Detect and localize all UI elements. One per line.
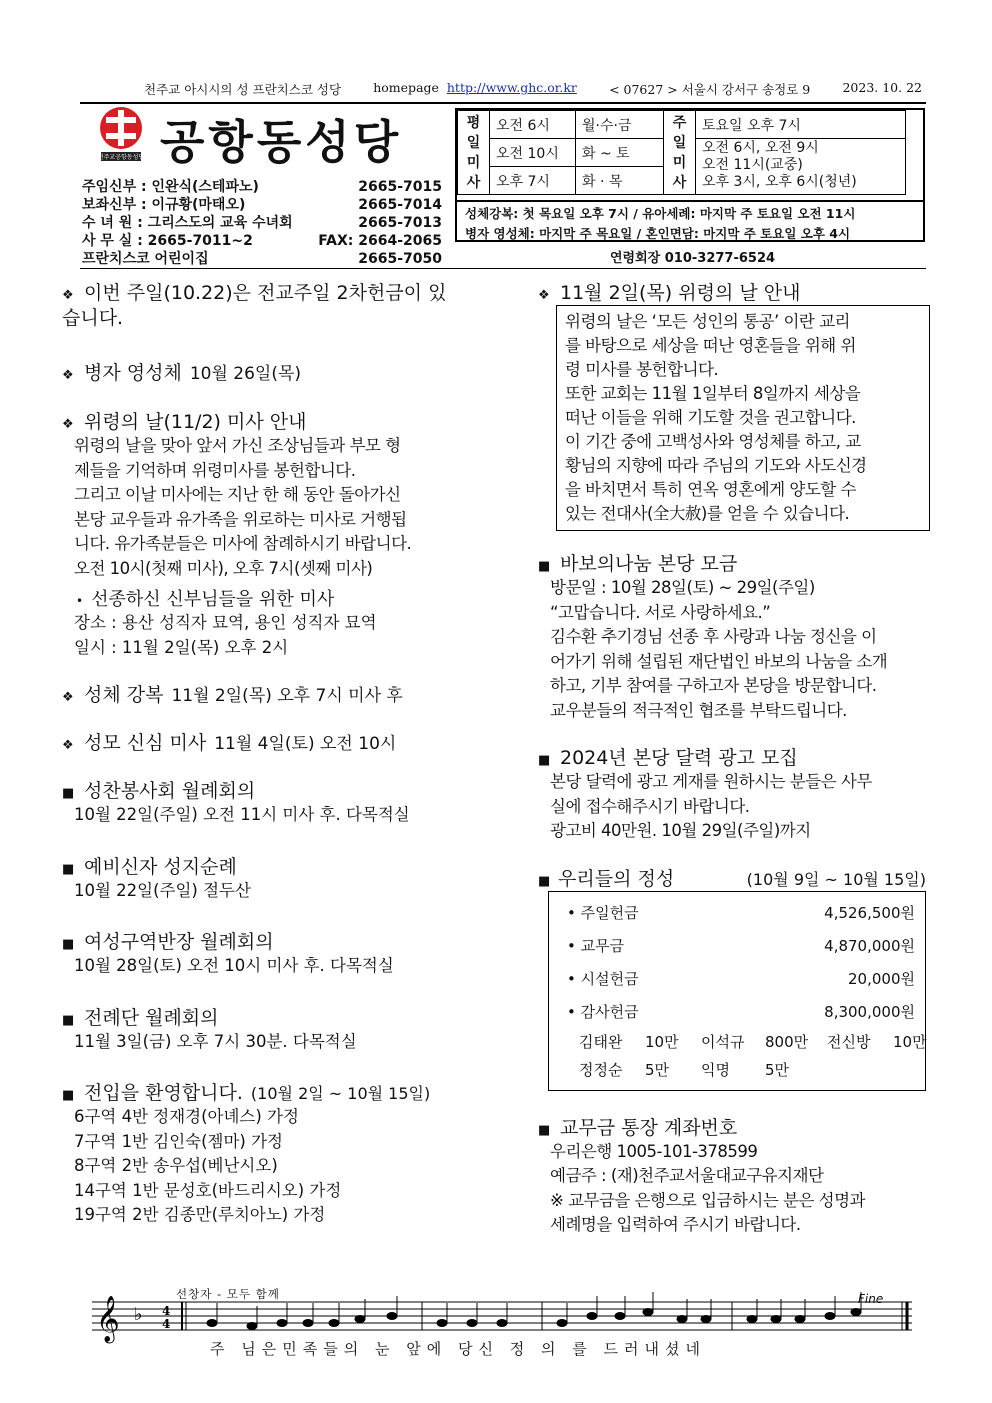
music-note: [303, 1320, 313, 1327]
music-lyrics: 주 님은민족들의 눈 앞에 당신 정 의 를 드러내셨네: [210, 1340, 706, 1358]
section-body: 11월 3일(금) 오후 7시 30분. 다목적실: [74, 1031, 357, 1051]
saturday-mass: 토요일 오후 7시: [696, 111, 906, 139]
music-note: [615, 1313, 625, 1320]
offering-name: 교무금: [580, 936, 625, 955]
staff-phone: 2665-7013: [358, 215, 442, 231]
music-note: [467, 1320, 477, 1327]
staff-label: 수 녀 원 : 그리스도의 교육 수녀회: [82, 215, 293, 231]
org-name: 천주교 아시시의 성 프란치스코 성당: [144, 82, 342, 97]
section-body: [62, 611, 482, 660]
donor-list: [567, 1028, 927, 1084]
body-line: 예금주 : (재)천주교서울대교구유지재단: [550, 1166, 824, 1185]
welcome-line: 8구역 2반 송우섭(베난시오): [74, 1156, 278, 1175]
mass-time: 오후 7시: [490, 167, 576, 195]
offering-table: [548, 891, 926, 1091]
donor-entry: 5만: [645, 1060, 670, 1079]
staff-phone: 2665-7050: [358, 251, 442, 267]
staff-label: 보좌신부 : 이규황(마태오): [82, 197, 246, 213]
music-note: [247, 1323, 257, 1330]
staff-row: [82, 250, 442, 268]
music-note: [277, 1320, 287, 1327]
mass-time: 오전 10시: [490, 139, 576, 167]
section-heading: ❖ 성모 신심 미사 11월 4일(토) 오전 10시: [62, 732, 397, 754]
music-note: [355, 1316, 365, 1323]
offering-amount: 8,300,000원: [824, 1002, 915, 1021]
section-body: [538, 770, 930, 844]
sunday-mass-heading: 주 일 미 사: [664, 111, 696, 195]
welcome-line: 6구역 4반 정재경(아녜스) 가정: [74, 1107, 299, 1126]
contact-line: 연령회장 010-3277-6524: [610, 251, 776, 266]
homepage-label: homepage: [373, 80, 439, 95]
offering-amount: 4,526,500원: [824, 903, 915, 922]
box-line: 있는 전대사(全大赦)를 얻을 수 있습니다.: [565, 504, 850, 523]
section-heading: ■ 여성구역반장 월례회의: [62, 931, 274, 953]
offering-amount: 20,000원: [848, 969, 915, 988]
welcome-line: 19구역 2반 김종만(루치아노) 가정: [74, 1205, 326, 1224]
section-body: [538, 1140, 930, 1238]
box-line: 황님의 지향에 따라 주님의 기도와 사도신경: [565, 456, 867, 475]
masthead-line: [80, 80, 926, 104]
body-line: 광고비 40만원. 10월 29일(주일)까지: [550, 821, 811, 840]
donor-entry: 10만: [893, 1032, 927, 1051]
music-label: 선창자 - 모두 함께: [176, 1287, 280, 1301]
music-note: [557, 1320, 567, 1327]
staff-row: [82, 214, 442, 232]
music-note: [701, 1316, 711, 1323]
staff-row: [82, 196, 442, 214]
body-line: 어가기 위해 설립된 재단법인 바보의 나눔을 소개: [550, 651, 888, 671]
offering-row: • 주일헌금 4,526,500원: [567, 903, 915, 922]
section-heading: ■ 우리들의 정성 (10월 9일 ~ 10월 15일): [538, 867, 926, 890]
svg-text:4: 4: [162, 1304, 171, 1318]
sunday-mass-line: 오후 3시, 오후 6시(청년): [702, 174, 857, 190]
donor-entry: 전신방: [827, 1032, 871, 1051]
section-heading-cont: 습니다.: [62, 307, 124, 329]
mass-time: 오전 6시: [490, 111, 576, 139]
music-note: [587, 1313, 597, 1320]
music-note: [747, 1316, 757, 1323]
box-line: 이 기간 중에 고백성사와 영성체를 하고, 교: [565, 432, 861, 451]
box-line: 를 바탕으로 세상을 떠난 영혼들을 위해 위: [565, 336, 856, 355]
section-heading: ■ 전입을 환영합니다. (10월 2일 ~ 10월 15일): [62, 1082, 431, 1104]
box-line: 을 바치면서 특히 연옥 영혼에게 양도할 수: [565, 480, 856, 499]
section-body: 10월 22일(주일) 오전 11시 미사 후. 다목적실: [74, 805, 410, 824]
music-note: [851, 1309, 861, 1316]
music-note: [437, 1320, 447, 1327]
left-column: [62, 278, 482, 1228]
section-heading: ❖ 병자 영성체 10월 26일(목): [62, 362, 302, 384]
staff-row: [82, 232, 442, 250]
page-title: 공항동성당: [160, 115, 403, 169]
header-divider: [80, 268, 926, 269]
staff-label: 사 무 실 : 2665-7011~2: [82, 233, 253, 249]
staff-phone: 2665-7015: [358, 179, 442, 195]
offering-amount: 4,870,000원: [824, 936, 915, 955]
offering-name: 감사헌금: [580, 1002, 639, 1021]
body-line: “고맙습니다. 서로 사랑하세요.”: [550, 602, 771, 622]
section-heading: ❖ 성체 강복 11월 2일(목) 오후 7시 미사 후: [62, 684, 403, 706]
homepage-link[interactable]: http://www.ghc.or.kr: [446, 80, 577, 95]
offering-name: 주일헌금: [580, 903, 639, 922]
welcome-line: 14구역 1반 문성호(바드리시오) 가정: [74, 1180, 342, 1200]
body-line: 세례명을 입력하여 주시기 바랍니다.: [550, 1215, 801, 1234]
music-note: [825, 1313, 835, 1320]
donor-entry: 5만: [765, 1060, 790, 1079]
mass-days: 월·수·금: [576, 111, 664, 139]
body-line: ※ 교무금을 은행으로 입금하시는 분은 성명과: [550, 1190, 865, 1210]
body-line: 니다. 유가족분들은 미사에 참례하시기 바랍니다.: [74, 534, 412, 553]
donor-entry: 10만: [645, 1032, 679, 1051]
body-line: 일시 : 11월 2일(목) 오후 2시: [74, 637, 289, 657]
box-line: 떠난 이들을 위해 기도할 것을 권고합니다.: [565, 408, 856, 427]
offering-row: • 시설헌금 20,000원: [567, 969, 915, 988]
donor-entry: 익명: [701, 1060, 730, 1079]
section-body: [538, 576, 930, 723]
issue-date: 2023. 10. 22: [842, 80, 922, 95]
section-body: [62, 434, 482, 581]
section-heading: ❖ 11월 2일(목) 위령의 날 안내: [538, 282, 801, 304]
body-line: 우리은행 1005-101-378599: [550, 1141, 758, 1161]
donor-entry: 800만: [765, 1032, 809, 1051]
donor-entry: 이석규: [701, 1032, 745, 1051]
welcome-line: 7구역 1반 김인숙(젬마) 가정: [74, 1131, 283, 1151]
body-line: 김수환 추기경님 선종 후 사랑과 나눔 정신을 이: [550, 627, 877, 646]
music-note: [387, 1313, 397, 1320]
logo-caption: 천주교공항동성당: [98, 154, 144, 161]
mass-days: 화 · 목: [576, 167, 664, 195]
mass-schedule: [455, 108, 925, 242]
music-note: [207, 1320, 217, 1327]
weekday-mass-heading: 평 일 미 사: [458, 111, 490, 195]
staff-row: [82, 178, 442, 196]
section-heading: ■ 성찬봉사회 월례회의: [62, 780, 256, 802]
section-body: 10월 22일(주일) 절두산: [74, 880, 251, 900]
sunday-mass-line: 오전 11시(교중): [702, 157, 803, 173]
section-heading: ■ 예비신자 성지순례: [62, 855, 237, 878]
body-line: 본당 달력에 광고 게재를 원하시는 분들은 사무: [550, 772, 872, 791]
staff-phone: FAX: 2664-2065: [318, 233, 442, 249]
body-line: 방문일 : 10월 28일(토) ~ 29일(주일): [550, 578, 815, 597]
music-note: [771, 1316, 781, 1323]
music-note: [643, 1309, 653, 1316]
staff-phone: 2665-7014: [358, 197, 442, 213]
section-heading: ■ 2024년 본당 달력 광고 모집: [538, 747, 798, 769]
body-line: 실에 접수해주시기 바랍니다.: [550, 796, 750, 816]
staff-label: 주임신부 : 인완식(스테파노): [82, 179, 259, 195]
section-body: 10월 28일(토) 오전 10시 미사 후. 다목적실: [74, 956, 394, 975]
section-heading: ■ 교무금 통장 계좌번호: [538, 1116, 738, 1139]
info-box: [556, 305, 930, 531]
offering-name: 시설헌금: [580, 969, 639, 988]
box-line: 위령의 날은 ‘모든 성인의 통공’ 이란 교리: [565, 312, 850, 331]
sunday-mass-line: 오전 6시, 오전 9시: [702, 140, 819, 156]
music-note: [795, 1316, 805, 1323]
section-heading: ■ 바보의나눔 본당 모금: [538, 553, 738, 575]
section-heading: ■ 전례단 월례회의: [62, 1006, 219, 1029]
mass-days: 화 ~ 토: [576, 139, 664, 167]
body-line: 교우분들의 적극적인 협조를 부탁드립니다.: [550, 700, 847, 720]
body-line: 본당 교우들과 유가족을 위로하는 미사로 거행됩: [74, 509, 407, 529]
sub-heading: • 선종하신 신부님들을 위한 미사: [76, 589, 335, 610]
body-line: 위령의 날을 맞아 앞서 가신 조상님들과 부모 형: [74, 436, 401, 455]
svg-text:4: 4: [162, 1317, 171, 1331]
donor-entry: 정정순: [579, 1060, 623, 1079]
donor-entry: 김태완: [579, 1032, 623, 1051]
box-line: 령 미사를 봉헌합니다.: [565, 360, 719, 379]
music-fine: Fine: [858, 1292, 884, 1306]
section-body: [62, 1105, 482, 1228]
section-heading: ❖ 이번 주일(10.22)은 전교주일 2차헌금이 있: [62, 282, 447, 304]
parish-logo: [98, 106, 144, 162]
section-heading: ❖ 위령의 날(11/2) 미사 안내: [62, 411, 307, 433]
offering-row: • 감사헌금 8,300,000원: [567, 1002, 915, 1021]
treble-clef-icon: 𝄞: [96, 1296, 120, 1342]
body-line: 하고, 기부 참여를 구하고자 본당을 방문합니다.: [550, 676, 877, 695]
box-line: 또한 교회는 11월 1일부터 8일까지 세상을: [565, 384, 861, 403]
body-line: 제들을 기억하며 위령미사를 봉헌합니다.: [74, 460, 356, 480]
body-line: 오전 10시(첫째 미사), 오후 7시(셋째 미사): [74, 558, 373, 578]
staff-label: 프란치스코 어린이집: [82, 251, 209, 267]
address: < 07627 > 서울시 강서구 송정로 9: [609, 82, 811, 97]
staff-list: [82, 178, 442, 268]
svg-text:♭: ♭: [134, 1304, 143, 1325]
sacrament-note: 병자 영성체: 마지막 주 목요일 / 혼인면담: 마지막 주 토요일 오후 4시: [465, 226, 851, 241]
offering-row: • 교무금 4,870,000원: [567, 936, 915, 955]
body-line: 장소 : 용산 성직자 묘역, 용인 성직자 묘역: [74, 613, 377, 632]
right-column: [538, 278, 930, 1238]
music-note: [329, 1320, 339, 1327]
body-line: 그리고 이날 미사에는 지난 한 해 동안 돌아가신: [74, 485, 401, 504]
music-note: [497, 1320, 507, 1327]
music-note: [677, 1316, 687, 1323]
sacrament-note: 성체강복: 첫 목요일 오후 7시 / 유아세례: 마지막 주 토요일 오전 11시: [465, 206, 856, 221]
